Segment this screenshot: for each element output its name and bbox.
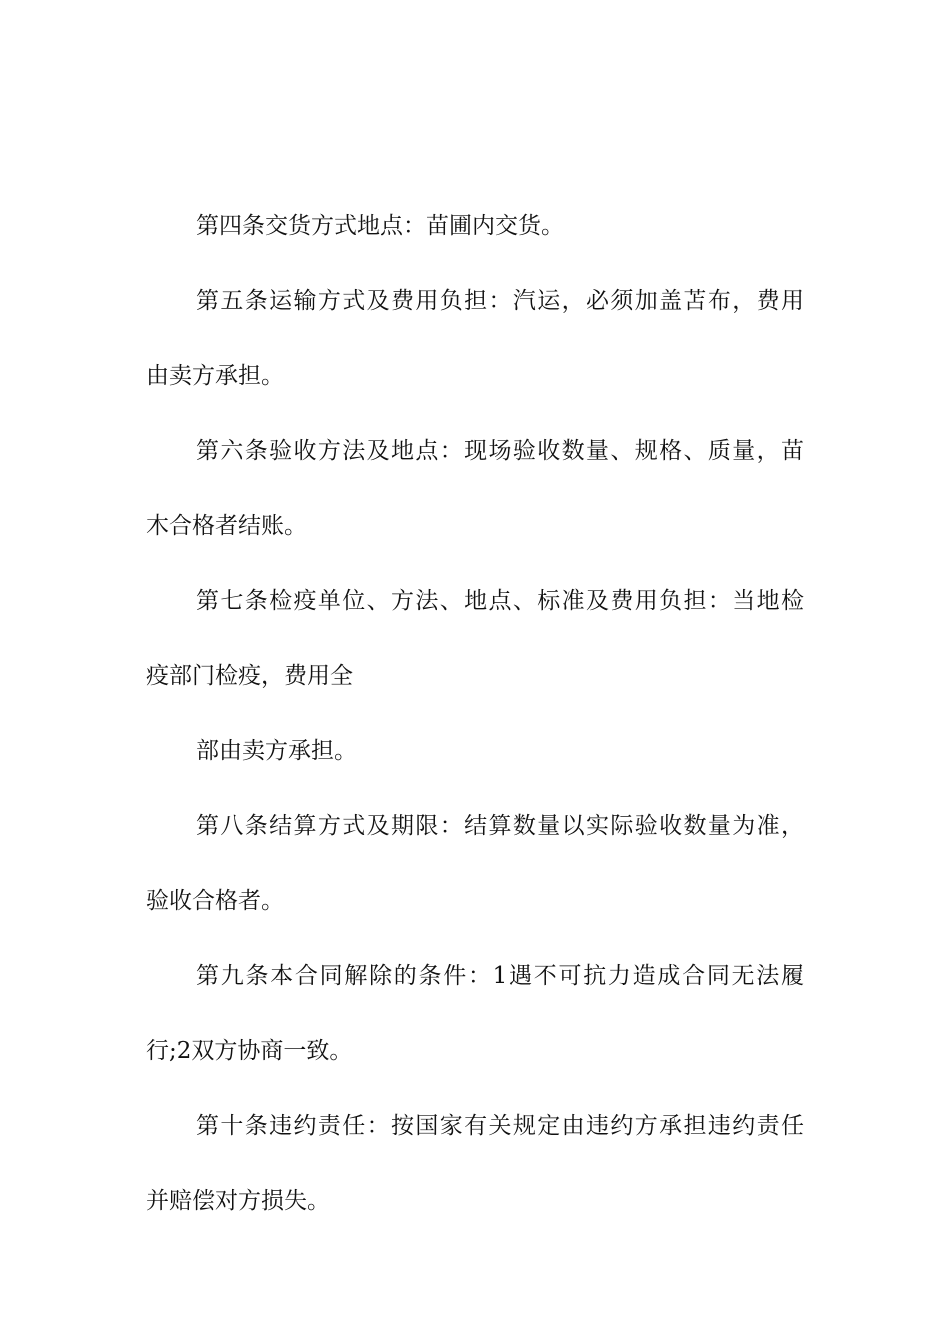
clause-9-line-1: 第九条本合同解除的条件：1遇不可抗力造成合同无法履 bbox=[196, 963, 804, 989]
clause-8-line-1: 第八条结算方式及期限：结算数量以实际验收数量为准， bbox=[196, 813, 804, 839]
clause-7-line-3: 部由卖方承担。 bbox=[196, 738, 357, 764]
clause-6-line-2: 木合格者结账。 bbox=[146, 513, 307, 539]
clause-10-line-2: 并赔偿对方损失。 bbox=[146, 1188, 330, 1214]
clause-6-line-1: 第六条验收方法及地点：现场验收数量、规格、质量，苗 bbox=[196, 438, 804, 464]
clause-5-line-2: 由卖方承担。 bbox=[146, 363, 284, 389]
clause-9-line-2: 行;2双方协商一致。 bbox=[146, 1038, 353, 1064]
clause-7-line-1: 第七条检疫单位、方法、地点、标准及费用负担：当地检 bbox=[196, 588, 804, 614]
clause-7-line-2: 疫部门检疫，费用全 bbox=[146, 663, 353, 689]
clause-8-line-2: 验收合格者。 bbox=[146, 888, 284, 914]
clause-10-line-1: 第十条违约责任：按国家有关规定由违约方承担违约责任 bbox=[196, 1113, 804, 1139]
clause-5-line-1: 第五条运输方式及费用负担：汽运，必须加盖苫布，费用 bbox=[196, 288, 804, 314]
clause-4-line-1: 第四条交货方式地点：苗圃内交货。 bbox=[196, 213, 564, 239]
